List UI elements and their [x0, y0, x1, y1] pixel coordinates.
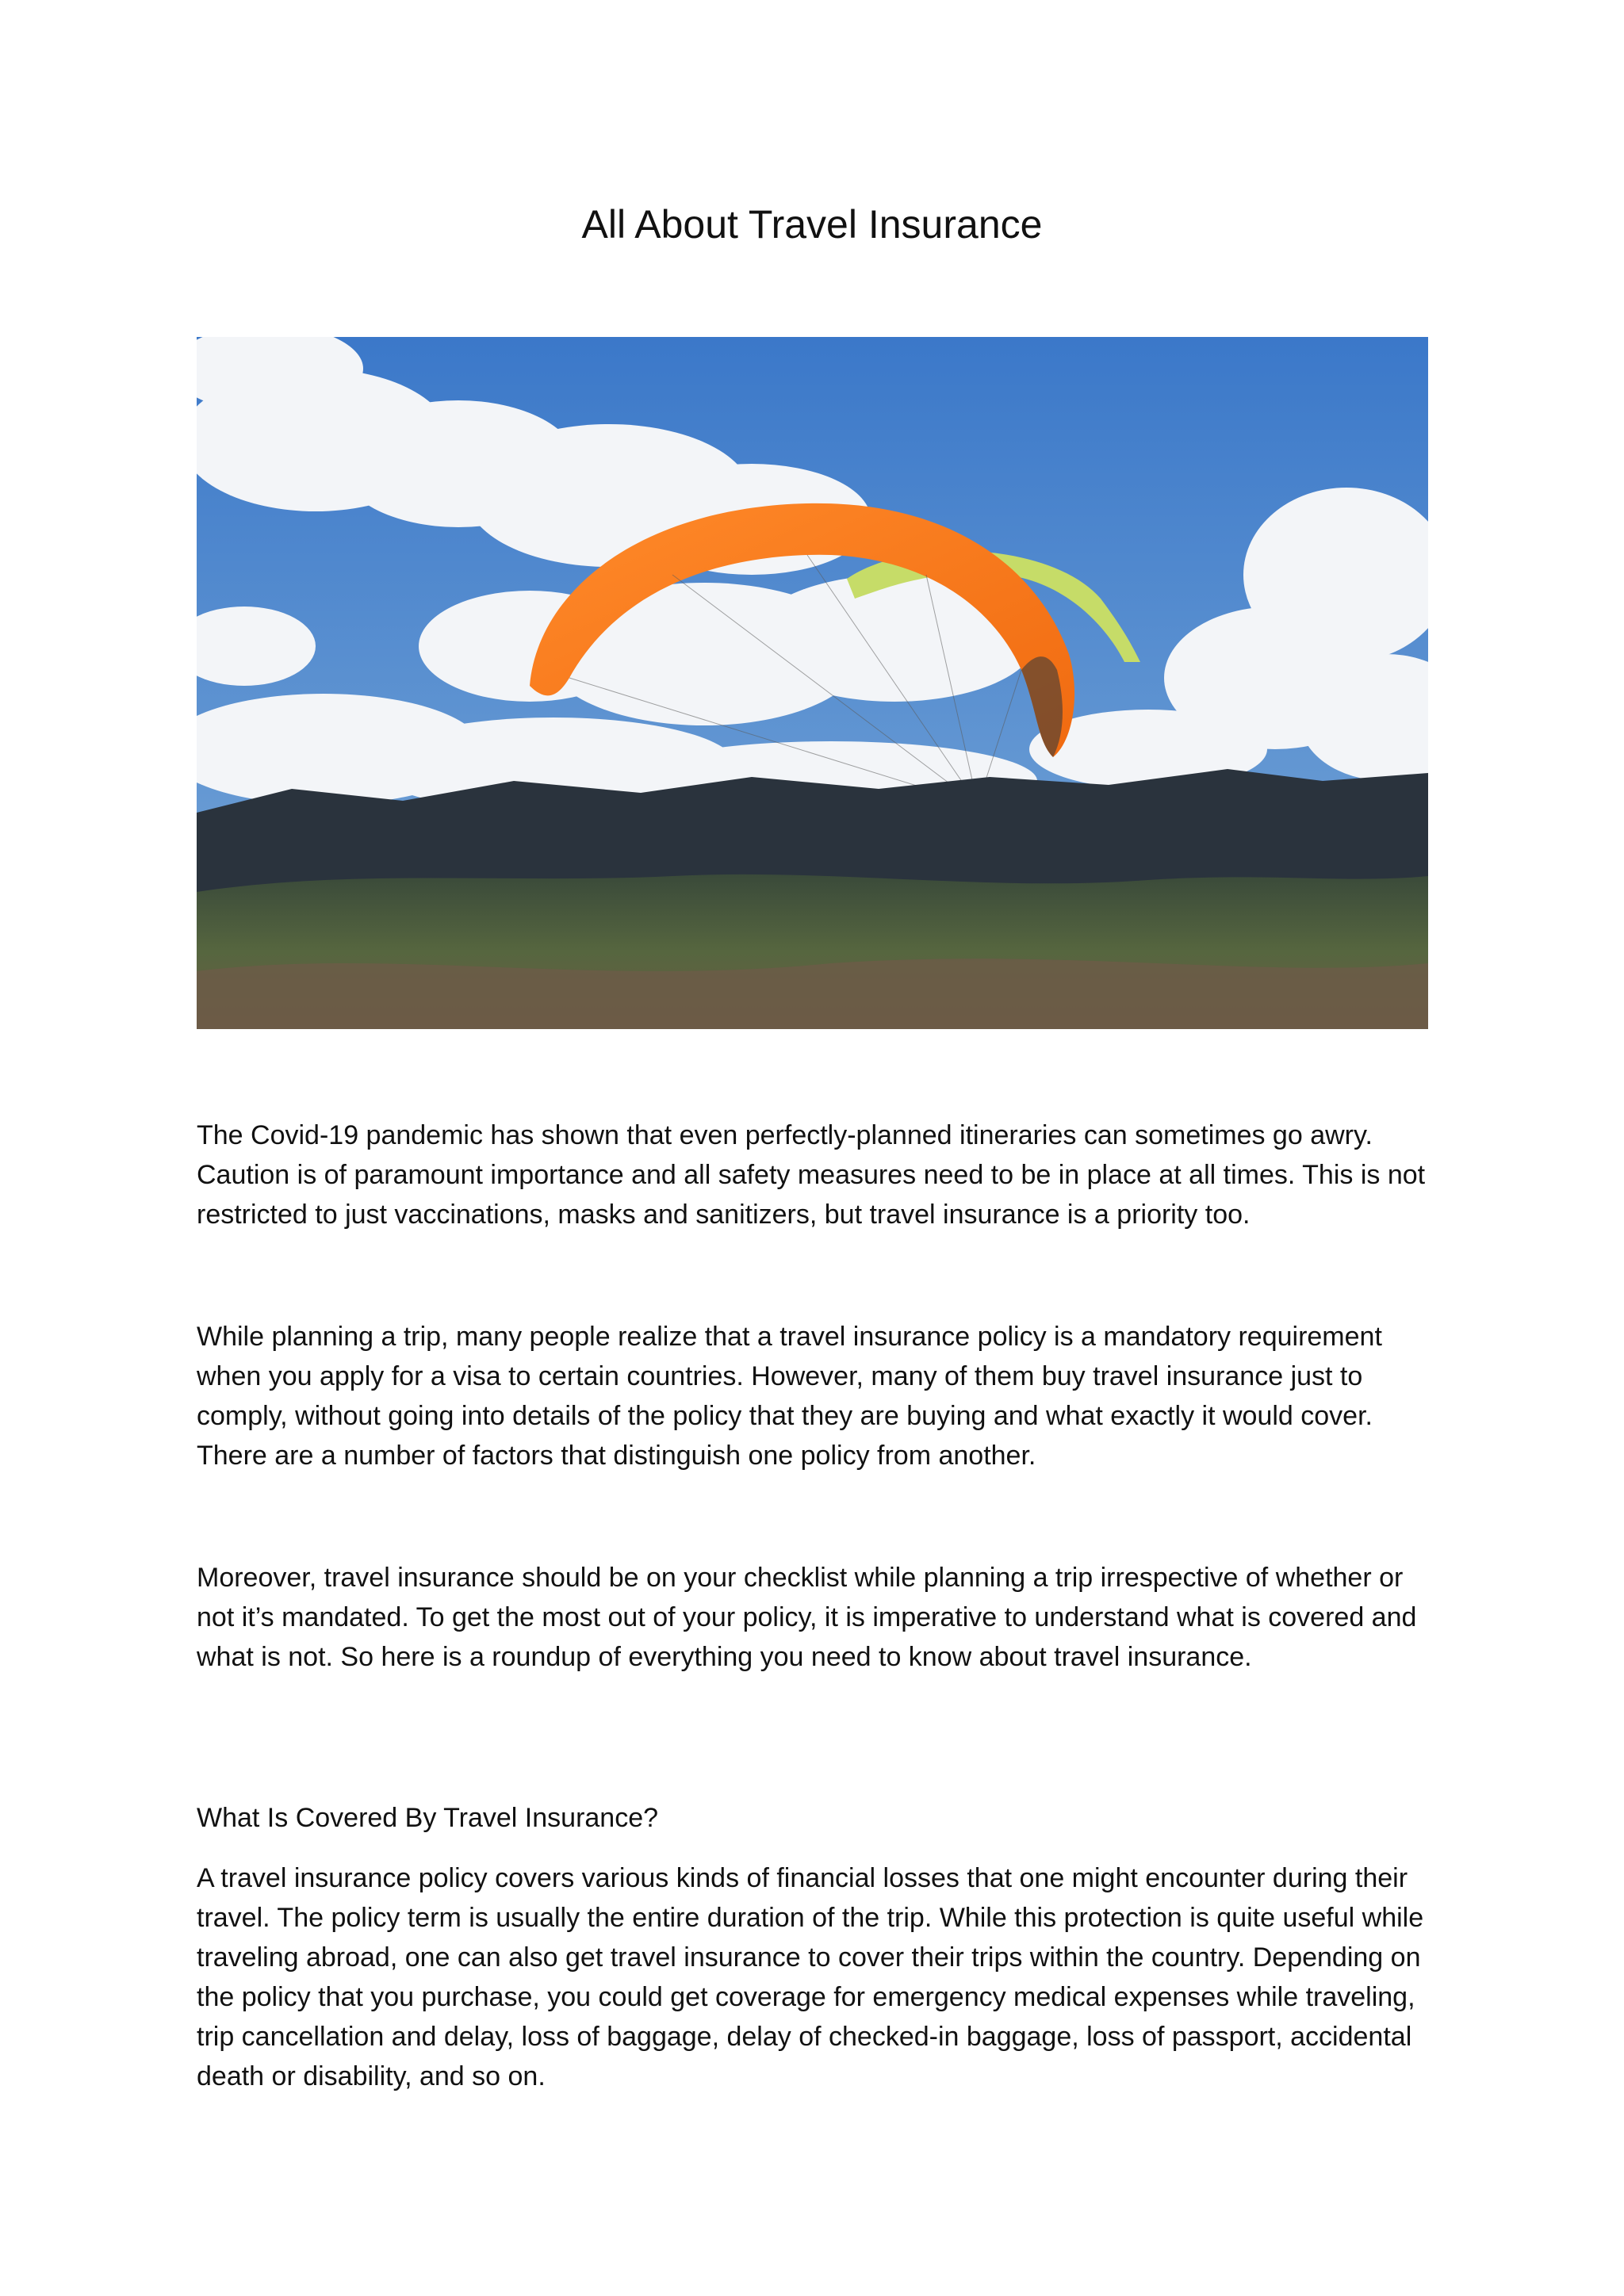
visa-paragraph: While planning a trip, many people realize that a travel insurance policy is a mandatory requirement when you apply for a visa to certain countries. However, many of them buy travel insurance just to comply, without going into details of the policy that they are buying and what exactly it would cover. There are a number of factors that distinguish one policy from another.	[197, 1322, 1382, 1471]
paragliding-illustration	[197, 337, 1428, 1029]
foreground-hills	[197, 959, 1428, 1029]
section-heading: What Is Covered By Travel Insurance?	[197, 1803, 659, 1833]
paragliding-photo	[197, 337, 1428, 1029]
checklist-paragraph: Moreover, travel insurance should be on your checklist while planning a trip irrespective of whether or not it’s mandated. To get the most out of your policy, it is imperative to understand what is covered and what is not. So here is a roundup of everything you need to know about travel insurance.	[197, 1563, 1417, 1672]
coverage-paragraph: A travel insurance policy covers various kinds of financial losses that one might encounter during their travel. The policy term is usually the entire duration of the trip. While this protection is quite useful while traveling abroad, one can also get travel insurance to cover their trips within the country. Depending on the policy that you purchase, you could get coverage for emergency medical expenses while traveling, trip cancellation and delay, loss of baggage, delay of checked-in baggage, loss of passport, accidental death or disability, and so on.	[197, 1863, 1424, 2091]
intro-paragraph: The Covid-19 pandemic has shown that even perfectly-planned itineraries can sometimes go awry. Caution is of paramount importance and all safety measures need to be in place at all times. This is not restricted to just vaccinations, masks and sanitizers, but travel insurance is a priority too.	[197, 1120, 1426, 1230]
document-title: All About Travel Insurance	[581, 202, 1043, 247]
